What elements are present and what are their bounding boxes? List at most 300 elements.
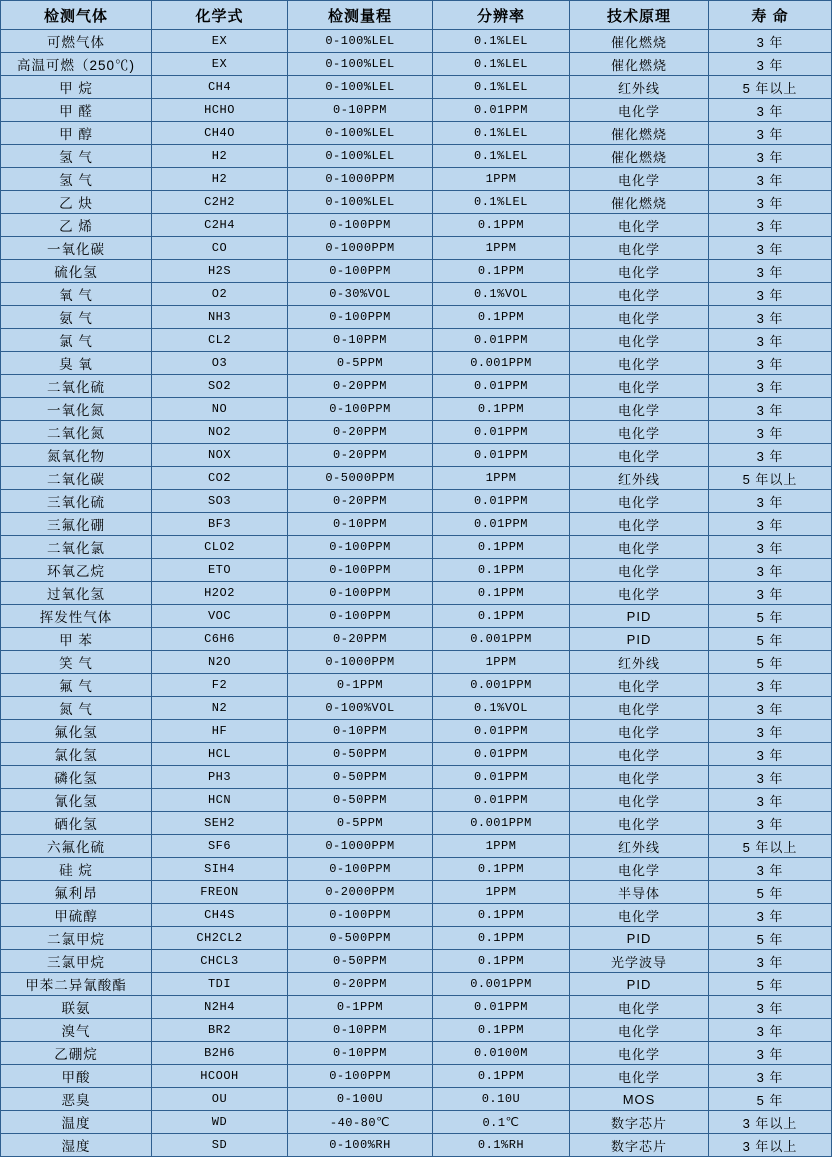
cell-range: 0-50PPM bbox=[288, 743, 433, 766]
cell-gas: 二氧化硫 bbox=[1, 375, 152, 398]
cell-range: 0-1000PPM bbox=[288, 237, 433, 260]
cell-lifetime: 3 年 bbox=[709, 674, 832, 697]
cell-formula: HF bbox=[152, 720, 288, 743]
cell-lifetime: 3 年 bbox=[709, 858, 832, 881]
cell-gas: 甲苯二异氰酸酯 bbox=[1, 973, 152, 996]
table-row bbox=[1, 1065, 832, 1088]
cell-formula: HCOOH bbox=[152, 1065, 288, 1088]
cell-lifetime: 5 年 bbox=[709, 628, 832, 651]
cell-formula: HCHO bbox=[152, 99, 288, 122]
cell-formula: SD bbox=[152, 1134, 288, 1157]
cell-range: 0-100%LEL bbox=[288, 53, 433, 76]
cell-lifetime: 3 年 bbox=[709, 996, 832, 1019]
cell-range: 0-500PPM bbox=[288, 927, 433, 950]
cell-range: -40-80℃ bbox=[288, 1111, 433, 1134]
table-row bbox=[1, 30, 832, 53]
cell-gas: 乙硼烷 bbox=[1, 1042, 152, 1065]
cell-resolution: 0.1%LEL bbox=[433, 76, 570, 99]
cell-principle: 电化学 bbox=[570, 766, 709, 789]
cell-lifetime: 3 年 bbox=[709, 214, 832, 237]
table-row bbox=[1, 513, 832, 536]
cell-lifetime: 3 年 bbox=[709, 191, 832, 214]
table-row bbox=[1, 283, 832, 306]
table-row bbox=[1, 76, 832, 99]
cell-resolution: 0.1PPM bbox=[433, 950, 570, 973]
cell-gas: 氰化氢 bbox=[1, 789, 152, 812]
cell-formula: B2H6 bbox=[152, 1042, 288, 1065]
cell-resolution: 0.001PPM bbox=[433, 674, 570, 697]
cell-range: 0-10PPM bbox=[288, 329, 433, 352]
cell-resolution: 0.1%VOL bbox=[433, 283, 570, 306]
cell-principle: 电化学 bbox=[570, 99, 709, 122]
cell-gas: 二氧化氯 bbox=[1, 536, 152, 559]
cell-principle: 数字芯片 bbox=[570, 1111, 709, 1134]
cell-lifetime: 3 年 bbox=[709, 306, 832, 329]
cell-gas: 氯 气 bbox=[1, 329, 152, 352]
table-row bbox=[1, 904, 832, 927]
cell-principle: 电化学 bbox=[570, 996, 709, 1019]
cell-resolution: 0.1%VOL bbox=[433, 697, 570, 720]
table-row bbox=[1, 720, 832, 743]
cell-range: 0-1000PPM bbox=[288, 651, 433, 674]
cell-resolution: 0.01PPM bbox=[433, 329, 570, 352]
cell-range: 0-1PPM bbox=[288, 996, 433, 1019]
table-row bbox=[1, 1019, 832, 1042]
cell-gas: 甲 醇 bbox=[1, 122, 152, 145]
cell-range: 0-100PPM bbox=[288, 605, 433, 628]
cell-principle: 电化学 bbox=[570, 812, 709, 835]
table-row bbox=[1, 950, 832, 973]
cell-lifetime: 3 年 bbox=[709, 99, 832, 122]
cell-gas: 氮 气 bbox=[1, 697, 152, 720]
cell-range: 0-100PPM bbox=[288, 536, 433, 559]
cell-gas: 六氟化硫 bbox=[1, 835, 152, 858]
cell-formula: HCN bbox=[152, 789, 288, 812]
cell-resolution: 0.10U bbox=[433, 1088, 570, 1111]
cell-formula: NOX bbox=[152, 444, 288, 467]
cell-resolution: 0.01PPM bbox=[433, 490, 570, 513]
cell-lifetime: 5 年 bbox=[709, 605, 832, 628]
cell-lifetime: 3 年 bbox=[709, 513, 832, 536]
cell-principle: PID bbox=[570, 973, 709, 996]
cell-lifetime: 3 年 bbox=[709, 53, 832, 76]
cell-principle: 半导体 bbox=[570, 881, 709, 904]
table-row bbox=[1, 1111, 832, 1134]
cell-range: 0-5PPM bbox=[288, 352, 433, 375]
table-row bbox=[1, 536, 832, 559]
table-row bbox=[1, 191, 832, 214]
cell-resolution: 0.01PPM bbox=[433, 996, 570, 1019]
cell-resolution: 0.01PPM bbox=[433, 789, 570, 812]
cell-resolution: 0.1PPM bbox=[433, 214, 570, 237]
cell-principle: 红外线 bbox=[570, 835, 709, 858]
cell-lifetime: 3 年 bbox=[709, 789, 832, 812]
table-row bbox=[1, 260, 832, 283]
cell-resolution: 0.0100M bbox=[433, 1042, 570, 1065]
cell-formula: CH2CL2 bbox=[152, 927, 288, 950]
cell-gas: 恶臭 bbox=[1, 1088, 152, 1111]
table-row bbox=[1, 53, 832, 76]
cell-principle: 电化学 bbox=[570, 743, 709, 766]
cell-formula: CLO2 bbox=[152, 536, 288, 559]
table-row bbox=[1, 329, 832, 352]
cell-formula: C6H6 bbox=[152, 628, 288, 651]
cell-resolution: 0.01PPM bbox=[433, 421, 570, 444]
cell-formula: EX bbox=[152, 30, 288, 53]
cell-lifetime: 3 年 bbox=[709, 329, 832, 352]
cell-formula: H2 bbox=[152, 145, 288, 168]
cell-range: 0-100%LEL bbox=[288, 76, 433, 99]
cell-gas: 甲酸 bbox=[1, 1065, 152, 1088]
cell-principle: 电化学 bbox=[570, 582, 709, 605]
cell-gas: 硅 烷 bbox=[1, 858, 152, 881]
cell-lifetime: 3 年 bbox=[709, 444, 832, 467]
cell-resolution: 0.1PPM bbox=[433, 260, 570, 283]
cell-resolution: 0.1PPM bbox=[433, 398, 570, 421]
table-header-row bbox=[1, 1, 832, 30]
table-row bbox=[1, 697, 832, 720]
table-row bbox=[1, 467, 832, 490]
table-row bbox=[1, 651, 832, 674]
cell-gas: 一氧化碳 bbox=[1, 237, 152, 260]
cell-formula: VOC bbox=[152, 605, 288, 628]
cell-range: 0-20PPM bbox=[288, 490, 433, 513]
cell-gas: 氟利昂 bbox=[1, 881, 152, 904]
cell-formula: SEH2 bbox=[152, 812, 288, 835]
table-row bbox=[1, 674, 832, 697]
cell-range: 0-1000PPM bbox=[288, 835, 433, 858]
cell-resolution: 0.01PPM bbox=[433, 766, 570, 789]
cell-formula: O2 bbox=[152, 283, 288, 306]
cell-formula: N2O bbox=[152, 651, 288, 674]
cell-lifetime: 3 年 bbox=[709, 260, 832, 283]
cell-gas: 甲硫醇 bbox=[1, 904, 152, 927]
cell-principle: 电化学 bbox=[570, 329, 709, 352]
cell-range: 0-5000PPM bbox=[288, 467, 433, 490]
cell-range: 0-5PPM bbox=[288, 812, 433, 835]
cell-resolution: 0.1℃ bbox=[433, 1111, 570, 1134]
cell-formula: TDI bbox=[152, 973, 288, 996]
cell-resolution: 0.1PPM bbox=[433, 1065, 570, 1088]
cell-lifetime: 5 年 bbox=[709, 651, 832, 674]
cell-gas: 甲 苯 bbox=[1, 628, 152, 651]
cell-lifetime: 3 年 bbox=[709, 559, 832, 582]
table-row bbox=[1, 145, 832, 168]
cell-lifetime: 5 年 bbox=[709, 927, 832, 950]
cell-principle: 电化学 bbox=[570, 1065, 709, 1088]
cell-range: 0-100PPM bbox=[288, 214, 433, 237]
cell-resolution: 0.01PPM bbox=[433, 743, 570, 766]
cell-range: 0-100%LEL bbox=[288, 145, 433, 168]
table-row bbox=[1, 237, 832, 260]
cell-principle: 光学波导 bbox=[570, 950, 709, 973]
table-row bbox=[1, 1134, 832, 1157]
cell-gas: 二氧化氮 bbox=[1, 421, 152, 444]
cell-range: 0-100PPM bbox=[288, 398, 433, 421]
cell-range: 0-20PPM bbox=[288, 973, 433, 996]
cell-gas: 氮氧化物 bbox=[1, 444, 152, 467]
cell-principle: PID bbox=[570, 605, 709, 628]
cell-range: 0-100PPM bbox=[288, 559, 433, 582]
cell-gas: 可燃气体 bbox=[1, 30, 152, 53]
cell-principle: 电化学 bbox=[570, 858, 709, 881]
cell-range: 0-100%LEL bbox=[288, 122, 433, 145]
table-row bbox=[1, 398, 832, 421]
cell-lifetime: 3 年 bbox=[709, 1065, 832, 1088]
cell-formula: SF6 bbox=[152, 835, 288, 858]
cell-gas: 三氟化硼 bbox=[1, 513, 152, 536]
cell-resolution: 1PPM bbox=[433, 168, 570, 191]
cell-lifetime: 3 年 bbox=[709, 697, 832, 720]
cell-gas: 氢 气 bbox=[1, 145, 152, 168]
cell-formula: C2H2 bbox=[152, 191, 288, 214]
cell-gas: 一氧化氮 bbox=[1, 398, 152, 421]
cell-resolution: 0.1%LEL bbox=[433, 30, 570, 53]
cell-resolution: 0.1PPM bbox=[433, 582, 570, 605]
cell-gas: 挥发性气体 bbox=[1, 605, 152, 628]
cell-principle: PID bbox=[570, 927, 709, 950]
cell-range: 0-50PPM bbox=[288, 950, 433, 973]
cell-range: 0-20PPM bbox=[288, 421, 433, 444]
cell-formula: CO2 bbox=[152, 467, 288, 490]
cell-lifetime: 3 年以上 bbox=[709, 1134, 832, 1157]
table-row bbox=[1, 812, 832, 835]
cell-resolution: 0.1%RH bbox=[433, 1134, 570, 1157]
cell-principle: 红外线 bbox=[570, 76, 709, 99]
cell-formula: CH4 bbox=[152, 76, 288, 99]
cell-principle: 电化学 bbox=[570, 490, 709, 513]
table-row bbox=[1, 881, 832, 904]
cell-principle: 电化学 bbox=[570, 421, 709, 444]
cell-principle: 催化燃烧 bbox=[570, 53, 709, 76]
table-row bbox=[1, 927, 832, 950]
cell-range: 0-20PPM bbox=[288, 628, 433, 651]
column-header-principle: 技术原理 bbox=[570, 1, 709, 30]
cell-gas: 高温可燃（250℃) bbox=[1, 53, 152, 76]
table-row bbox=[1, 743, 832, 766]
cell-principle: 电化学 bbox=[570, 398, 709, 421]
cell-gas: 二氯甲烷 bbox=[1, 927, 152, 950]
cell-lifetime: 3 年 bbox=[709, 398, 832, 421]
cell-principle: 电化学 bbox=[570, 444, 709, 467]
cell-lifetime: 3 年 bbox=[709, 1042, 832, 1065]
cell-formula: BF3 bbox=[152, 513, 288, 536]
cell-range: 0-100%LEL bbox=[288, 191, 433, 214]
table-row bbox=[1, 858, 832, 881]
cell-formula: NO bbox=[152, 398, 288, 421]
cell-resolution: 0.1%LEL bbox=[433, 145, 570, 168]
cell-resolution: 0.1PPM bbox=[433, 536, 570, 559]
cell-range: 0-100%LEL bbox=[288, 30, 433, 53]
cell-range: 0-100PPM bbox=[288, 904, 433, 927]
table-header bbox=[1, 1, 832, 30]
table-row bbox=[1, 352, 832, 375]
cell-lifetime: 3 年 bbox=[709, 421, 832, 444]
table-row bbox=[1, 582, 832, 605]
cell-resolution: 0.1PPM bbox=[433, 904, 570, 927]
cell-resolution: 0.01PPM bbox=[433, 720, 570, 743]
cell-lifetime: 5 年 bbox=[709, 973, 832, 996]
cell-lifetime: 5 年 bbox=[709, 881, 832, 904]
cell-formula: C2H4 bbox=[152, 214, 288, 237]
cell-resolution: 1PPM bbox=[433, 835, 570, 858]
cell-principle: 红外线 bbox=[570, 651, 709, 674]
cell-formula: N2 bbox=[152, 697, 288, 720]
column-header-formula: 化学式 bbox=[152, 1, 288, 30]
cell-principle: 电化学 bbox=[570, 375, 709, 398]
cell-formula: CHCL3 bbox=[152, 950, 288, 973]
cell-lifetime: 3 年 bbox=[709, 536, 832, 559]
table-row bbox=[1, 766, 832, 789]
cell-range: 0-1000PPM bbox=[288, 168, 433, 191]
cell-principle: PID bbox=[570, 628, 709, 651]
table-row bbox=[1, 444, 832, 467]
cell-gas: 笑 气 bbox=[1, 651, 152, 674]
cell-range: 0-100%RH bbox=[288, 1134, 433, 1157]
cell-resolution: 1PPM bbox=[433, 651, 570, 674]
cell-range: 0-100PPM bbox=[288, 306, 433, 329]
cell-lifetime: 3 年 bbox=[709, 168, 832, 191]
cell-gas: 联氨 bbox=[1, 996, 152, 1019]
cell-lifetime: 5 年以上 bbox=[709, 76, 832, 99]
cell-gas: 过氧化氢 bbox=[1, 582, 152, 605]
cell-lifetime: 3 年 bbox=[709, 1019, 832, 1042]
column-header-gas: 检测气体 bbox=[1, 1, 152, 30]
cell-lifetime: 3 年 bbox=[709, 30, 832, 53]
cell-resolution: 0.1PPM bbox=[433, 858, 570, 881]
cell-formula: N2H4 bbox=[152, 996, 288, 1019]
cell-principle: 电化学 bbox=[570, 1042, 709, 1065]
cell-range: 0-10PPM bbox=[288, 1019, 433, 1042]
cell-lifetime: 3 年 bbox=[709, 145, 832, 168]
cell-principle: 电化学 bbox=[570, 1019, 709, 1042]
cell-range: 0-30%VOL bbox=[288, 283, 433, 306]
cell-resolution: 0.01PPM bbox=[433, 375, 570, 398]
cell-principle: 催化燃烧 bbox=[570, 122, 709, 145]
cell-lifetime: 3 年 bbox=[709, 237, 832, 260]
cell-formula: PH3 bbox=[152, 766, 288, 789]
table-row bbox=[1, 214, 832, 237]
cell-range: 0-10PPM bbox=[288, 1042, 433, 1065]
cell-gas: 乙 烯 bbox=[1, 214, 152, 237]
cell-gas: 氧 气 bbox=[1, 283, 152, 306]
cell-formula: FREON bbox=[152, 881, 288, 904]
cell-formula: H2 bbox=[152, 168, 288, 191]
cell-range: 0-10PPM bbox=[288, 99, 433, 122]
table-row bbox=[1, 1088, 832, 1111]
cell-lifetime: 3 年 bbox=[709, 812, 832, 835]
table-row bbox=[1, 122, 832, 145]
cell-formula: OU bbox=[152, 1088, 288, 1111]
cell-resolution: 0.1%LEL bbox=[433, 191, 570, 214]
cell-resolution: 0.1PPM bbox=[433, 559, 570, 582]
cell-principle: 电化学 bbox=[570, 214, 709, 237]
cell-principle: 数字芯片 bbox=[570, 1134, 709, 1157]
cell-lifetime: 3 年 bbox=[709, 122, 832, 145]
cell-lifetime: 3 年 bbox=[709, 352, 832, 375]
cell-resolution: 0.01PPM bbox=[433, 99, 570, 122]
cell-lifetime: 3 年 bbox=[709, 375, 832, 398]
cell-resolution: 0.001PPM bbox=[433, 628, 570, 651]
cell-formula: ETO bbox=[152, 559, 288, 582]
cell-gas: 湿度 bbox=[1, 1134, 152, 1157]
cell-principle: 催化燃烧 bbox=[570, 30, 709, 53]
cell-formula: WD bbox=[152, 1111, 288, 1134]
cell-resolution: 0.1PPM bbox=[433, 927, 570, 950]
cell-range: 0-10PPM bbox=[288, 513, 433, 536]
cell-gas: 环氧乙烷 bbox=[1, 559, 152, 582]
cell-principle: 电化学 bbox=[570, 513, 709, 536]
cell-principle: 电化学 bbox=[570, 559, 709, 582]
cell-formula: CH4S bbox=[152, 904, 288, 927]
cell-principle: 电化学 bbox=[570, 674, 709, 697]
cell-formula: F2 bbox=[152, 674, 288, 697]
cell-principle: 电化学 bbox=[570, 168, 709, 191]
cell-range: 0-50PPM bbox=[288, 789, 433, 812]
cell-lifetime: 3 年 bbox=[709, 582, 832, 605]
cell-lifetime: 5 年以上 bbox=[709, 835, 832, 858]
cell-range: 0-2000PPM bbox=[288, 881, 433, 904]
cell-lifetime: 3 年 bbox=[709, 950, 832, 973]
cell-formula: NH3 bbox=[152, 306, 288, 329]
cell-resolution: 0.01PPM bbox=[433, 444, 570, 467]
cell-range: 0-20PPM bbox=[288, 444, 433, 467]
table-row bbox=[1, 306, 832, 329]
cell-gas: 氯化氢 bbox=[1, 743, 152, 766]
cell-resolution: 0.1%LEL bbox=[433, 53, 570, 76]
cell-principle: 电化学 bbox=[570, 720, 709, 743]
cell-principle: 电化学 bbox=[570, 283, 709, 306]
table-row bbox=[1, 99, 832, 122]
cell-resolution: 0.001PPM bbox=[433, 812, 570, 835]
cell-lifetime: 3 年 bbox=[709, 743, 832, 766]
table-row bbox=[1, 168, 832, 191]
cell-gas: 三氧化硫 bbox=[1, 490, 152, 513]
table-row bbox=[1, 996, 832, 1019]
cell-gas: 氢 气 bbox=[1, 168, 152, 191]
cell-lifetime: 3 年 bbox=[709, 904, 832, 927]
cell-formula: CO bbox=[152, 237, 288, 260]
cell-resolution: 0.1PPM bbox=[433, 605, 570, 628]
cell-formula: SO3 bbox=[152, 490, 288, 513]
table-row bbox=[1, 375, 832, 398]
cell-principle: 红外线 bbox=[570, 467, 709, 490]
cell-resolution: 0.01PPM bbox=[433, 513, 570, 536]
cell-gas: 硫化氢 bbox=[1, 260, 152, 283]
cell-formula: H2O2 bbox=[152, 582, 288, 605]
cell-range: 0-100PPM bbox=[288, 1065, 433, 1088]
table-row bbox=[1, 605, 832, 628]
cell-principle: 催化燃烧 bbox=[570, 145, 709, 168]
cell-formula: SIH4 bbox=[152, 858, 288, 881]
cell-principle: 电化学 bbox=[570, 237, 709, 260]
cell-gas: 氨 气 bbox=[1, 306, 152, 329]
cell-formula: SO2 bbox=[152, 375, 288, 398]
cell-range: 0-100PPM bbox=[288, 582, 433, 605]
cell-gas: 氟化氢 bbox=[1, 720, 152, 743]
cell-resolution: 0.1%LEL bbox=[433, 122, 570, 145]
cell-formula: EX bbox=[152, 53, 288, 76]
table-row bbox=[1, 421, 832, 444]
cell-principle: 电化学 bbox=[570, 697, 709, 720]
cell-gas: 三氯甲烷 bbox=[1, 950, 152, 973]
cell-formula: NO2 bbox=[152, 421, 288, 444]
cell-range: 0-100U bbox=[288, 1088, 433, 1111]
cell-range: 0-100PPM bbox=[288, 260, 433, 283]
cell-resolution: 0.001PPM bbox=[433, 973, 570, 996]
cell-lifetime: 3 年 bbox=[709, 720, 832, 743]
cell-range: 0-100PPM bbox=[288, 858, 433, 881]
